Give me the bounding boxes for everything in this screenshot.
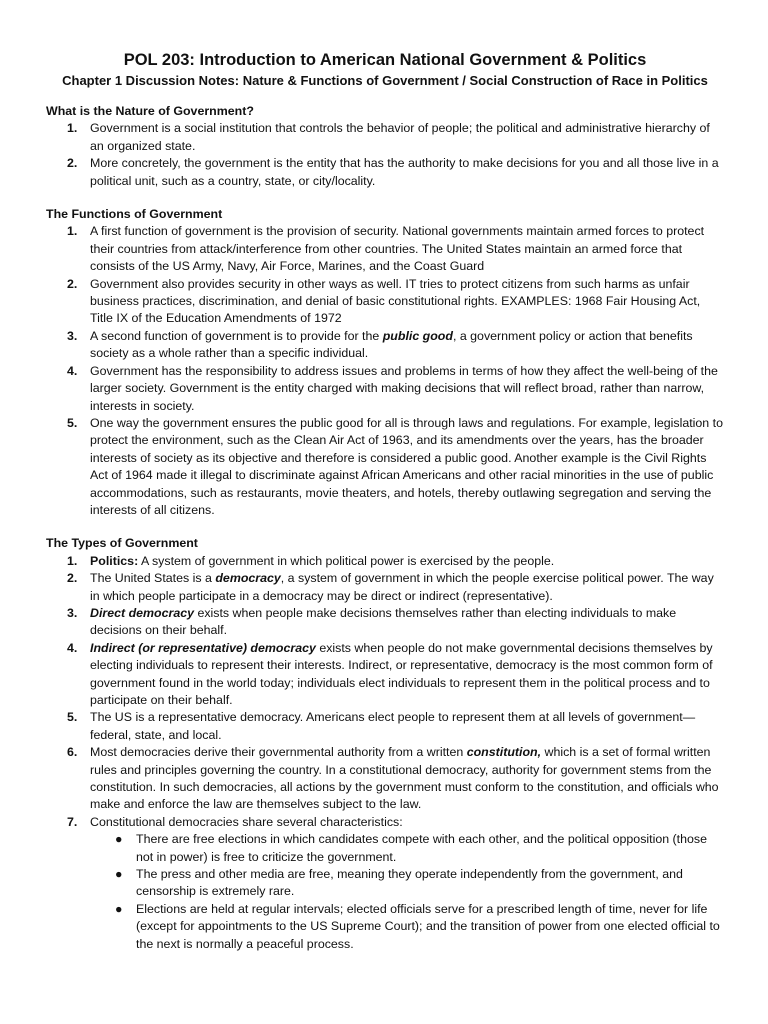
item-text: Government also provides security in other ways as well. IT tries to protect citizens from such harms as unfair business practices, discrimination, and denial of basic constitutional rights. EXAMPLES: 1968 Fair Housing Act, Title IX of the Education Amendments of 1972 xyxy=(90,276,701,326)
item-text-post: , a system of government in which the people exercise political power. The way in which people participate in a democracy may be direct or indirect (representative). xyxy=(90,571,714,603)
item-number: 2. xyxy=(67,571,78,586)
list-item xyxy=(46,640,724,710)
item-text-post: , a government policy or action that benefits society as a whole rather than a specific individual. xyxy=(90,328,693,361)
item-number: 1. xyxy=(67,121,78,136)
section-functions xyxy=(46,206,724,519)
item-number: 5. xyxy=(67,415,78,430)
list-item xyxy=(46,709,724,744)
list-item xyxy=(46,415,724,519)
bullet-icon: ● xyxy=(115,867,123,882)
list-item xyxy=(46,605,724,640)
item-number: 2. xyxy=(67,276,78,291)
list-item xyxy=(46,155,724,190)
list-item xyxy=(46,363,724,415)
term-bold: Politics: xyxy=(90,553,139,568)
bullet-list xyxy=(46,831,724,953)
item-number: 1. xyxy=(67,224,78,239)
bullet-item xyxy=(46,831,724,866)
item-text-post: A system of government in which political power is exercised by the people. xyxy=(138,553,555,568)
list-item xyxy=(46,744,724,814)
list-item xyxy=(46,120,724,155)
term-emphasis: public good xyxy=(382,328,453,343)
term-emphasis: democracy xyxy=(215,571,281,586)
item-text-post: which is a set of formal written rules and principles governing the country. In a constitutional democracy, authority for government stems from the constitution. In such democracies, all actions by the government must conform to the constitution, and officials who make and enforce the law are themselves subject to the law. xyxy=(90,745,719,812)
item-text: A first function of government is the provision of security. National governments maintain armed forces to protect their countries from attack/interference from other countries. The United States maintain an armed force that consists of the US Army, Navy, Air Force, Marines, and the Coast Guard xyxy=(90,224,705,274)
bullet-item xyxy=(46,901,724,953)
item-number: 1. xyxy=(67,553,78,568)
item-text-post: exists when people make decisions themselves rather than electing individuals to make decisions on their behalf. xyxy=(90,605,677,638)
item-text: More concretely, the government is the entity that has the authority to make decisions for you and all those live in a political unit, such as a country, state, or city/locality. xyxy=(90,156,719,188)
item-number: 2. xyxy=(67,156,78,171)
item-number: 4. xyxy=(67,640,78,655)
bullet-icon: ● xyxy=(115,832,123,847)
numbered-list xyxy=(46,120,724,190)
item-number: 6. xyxy=(67,745,78,760)
bullet-icon: ● xyxy=(115,901,123,916)
term-emphasis: Direct democracy xyxy=(90,605,194,620)
list-item xyxy=(46,223,724,275)
list-item xyxy=(46,276,724,328)
term-emphasis: constitution, xyxy=(466,745,542,760)
section-nature xyxy=(46,103,724,190)
bullet-text: Elections are held at regular intervals; elected officials serve for a prescribed length of time, never for life (except for appointments to the US Supreme Court); and the transition of power from one elected official to the next is normally a peaceful process. xyxy=(136,901,720,951)
item-number: 7. xyxy=(67,814,78,829)
term-emphasis: Indirect (or representative) democracy xyxy=(90,640,316,655)
section-types xyxy=(46,535,724,953)
list-item xyxy=(46,553,724,570)
item-text: Government has the responsibility to address issues and problems in terms of how they affect the well-being of the larger society. Government is the entity charged with making decisions that will reflect broad, rather than narrow, interests in society. xyxy=(90,363,718,413)
bullet-item xyxy=(46,866,724,901)
item-text: Constitutional democracies share several characteristics: xyxy=(90,814,403,829)
list-item xyxy=(46,570,724,605)
document-subtitle: Chapter 1 Discussion Notes: Nature & Functions of Government / Social Construction of Race in Politics xyxy=(62,73,708,88)
item-text: Government is a social institution that controls the behavior of people; the political and administrative hierarchy of an organized state. xyxy=(90,121,710,153)
item-number: 5. xyxy=(67,710,78,725)
item-text-pre: A second function of government is to provide for the xyxy=(90,328,383,343)
bullet-text: There are free elections in which candidates compete with each other, and the political opposition (those not in power) is free to criticize the government. xyxy=(136,832,707,864)
section-heading: The Types of Government xyxy=(46,536,198,551)
bullet-text: The press and other media are free, meaning they operate independently from the government, and censorship is extremely rare. xyxy=(136,867,683,899)
item-number: 3. xyxy=(67,328,78,343)
item-text: The US is a representative democracy. Americans elect people to represent them at all levels of government—federal, state, and local. xyxy=(90,710,696,742)
item-text: One way the government ensures the public good for all is through laws and regulations. For example, legislation to protect the environment, such as the Clean Air Act of 1963, and its amendments over the years, has the broader interests of society as its objective and therefore is considered a public good. Another example is the Civil Rights Act of 1964 made it illegal to discriminate against African Americans and other racial minorities in the use of public accommodations, such as restaurants, movie theaters, and hotels, thereby outlawing segregation and serving the interests of all citizens. xyxy=(90,415,723,517)
item-text-pre: Most democracies derive their governmental authority from a written xyxy=(90,745,467,760)
section-heading: The Functions of Government xyxy=(46,207,223,222)
item-number: 3. xyxy=(67,605,78,620)
item-number: 4. xyxy=(67,363,78,378)
item-text-pre: The United States is a xyxy=(90,571,216,586)
document-title: POL 203: Introduction to American National Government & Politics xyxy=(123,51,647,69)
numbered-list xyxy=(46,223,724,519)
list-item xyxy=(46,814,724,831)
numbered-list xyxy=(46,553,724,832)
item-text-post: exists when people do not make governmental decisions themselves by electing individuals to represent their interests. Indirect, or representative, democracy is the most common form of government found in the world today; individuals elect individuals to represent them in the political process and to participate on their behalf. xyxy=(90,640,713,707)
list-item xyxy=(46,328,724,363)
section-heading: What is the Nature of Government? xyxy=(46,104,254,118)
